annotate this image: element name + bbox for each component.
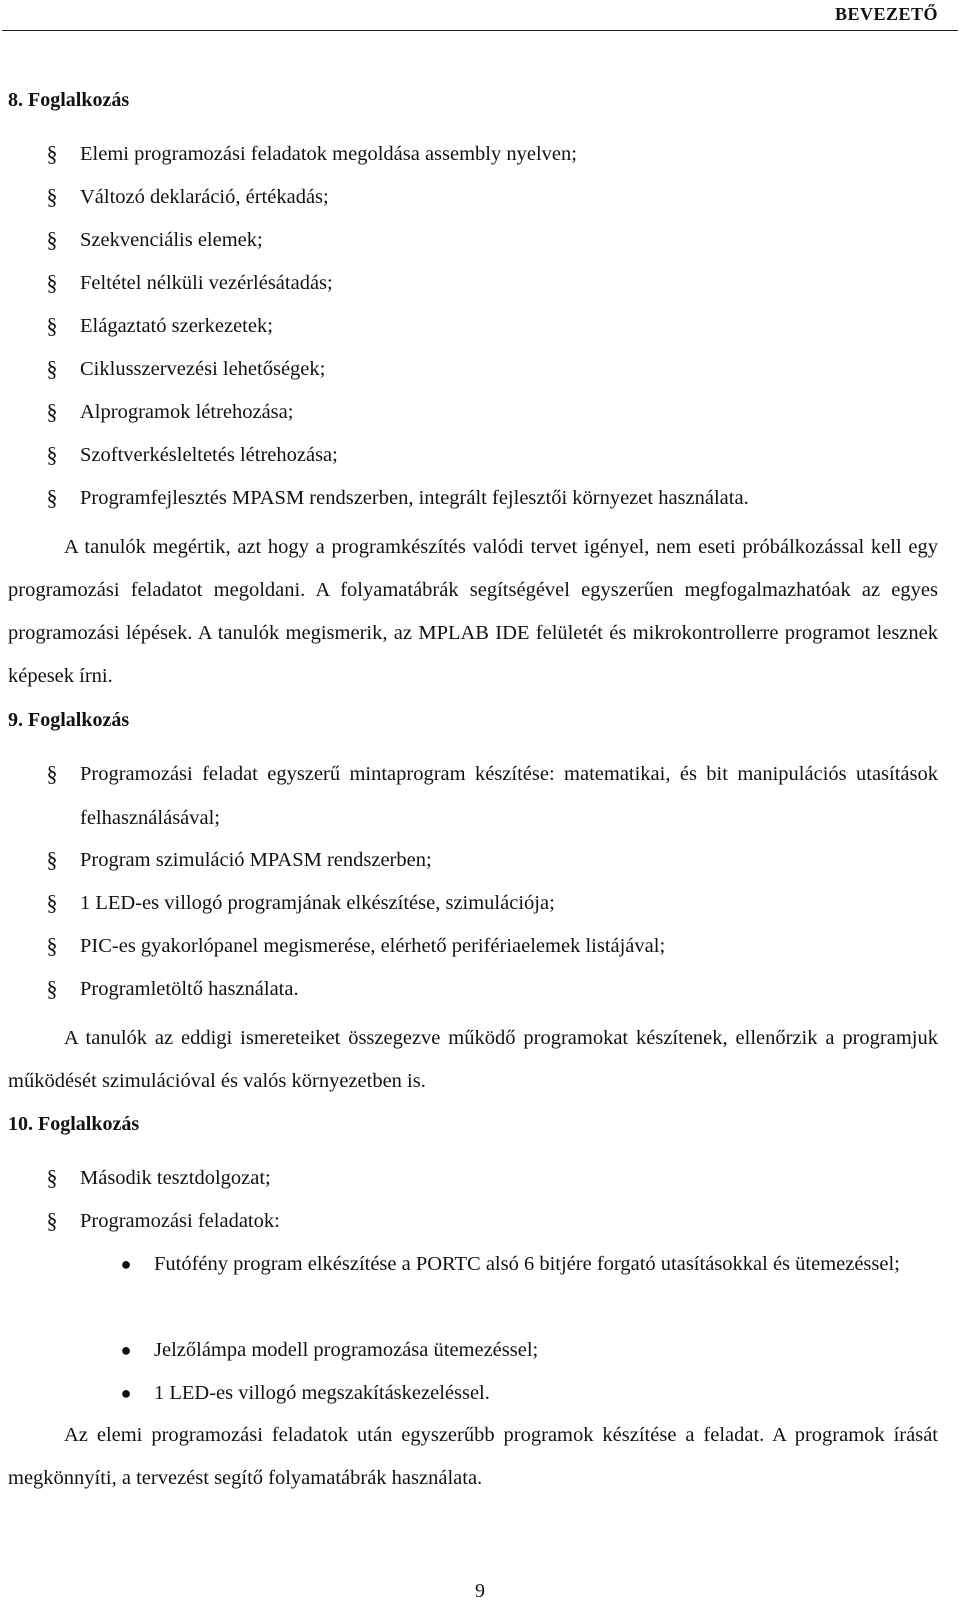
sub-list-item: ● Jelzőlámpa modell programozása ütemezéssel; (114, 1328, 938, 1372)
list-item: § Programletöltő használata. (40, 967, 938, 1011)
section-sign-icon: § (46, 761, 58, 786)
section-sign-icon: § (46, 890, 58, 915)
section-sign-icon: § (46, 933, 58, 958)
list-item: § Programozási feladatok: (40, 1199, 938, 1243)
header-title: BEVEZETŐ (834, 4, 938, 24)
bullet-icon: ● (120, 1254, 132, 1274)
list-item: § Második tesztdolgozat; (40, 1156, 938, 1200)
section-sign-icon: § (46, 847, 58, 872)
section-sign-icon: § (46, 485, 58, 510)
section-8-paragraph: A tanulók megértik, azt hogy a programkészítés valódi tervet igényel, nem eseti próbálkozással kell egy programozási feladatot megoldani. A folyamatábrák segítségével egyszerűen megfogalmazhatóak az egyes programozási lépések. A tanulók megismerik, az MPLAB IDE felületét és mikrokontrollerre programot lesznek képesek írni. (8, 536, 938, 687)
bullet-icon: ● (120, 1340, 132, 1360)
header-divider (2, 30, 958, 31)
section-sign-icon: § (46, 270, 58, 295)
list-item: § Ciklusszervezési lehetőségek; (40, 347, 938, 391)
list-item: § Alprogramok létrehozása; (40, 390, 938, 434)
section-9-paragraph: A tanulók az eddigi ismereteiket összegezve működő programokat készítenek, ellenőrzik a programjuk működését szimulációval és valós környezetben is. (8, 1027, 938, 1092)
section-sign-icon: § (46, 442, 58, 467)
list-item: § Feltétel nélküli vezérlésátadás; (40, 261, 938, 305)
list-item: § 1 LED-es villogó programjának elkészítése, szimulációja; (40, 881, 938, 925)
section-sign-icon: § (46, 1165, 58, 1190)
list-item: § Programozási feladat egyszerű mintaprogram készítése: matematikai, és bit manipulációs utasítások felhasználásával; (40, 752, 938, 840)
list-item: § Elemi programozási feladatok megoldása assembly nyelven; (40, 132, 938, 176)
list-item: § Szoftverkésleltetés létrehozása; (40, 433, 938, 477)
list-item: § PIC-es gyakorlópanel megismerése, elérhető perifériaelemek listájával; (40, 924, 938, 968)
section-sign-icon: § (46, 141, 58, 166)
list-item: § Szekvenciális elemek; (40, 218, 938, 262)
sub-list-item: ● 1 LED-es villogó megszakításkezeléssel. (114, 1371, 938, 1415)
list-item: § Elágaztató szerkezetek; (40, 304, 938, 348)
list-item: § Program szimuláció MPASM rendszerben; (40, 838, 938, 882)
section-sign-icon: § (46, 976, 58, 1001)
section-9-heading: 9. Foglalkozás (8, 709, 130, 731)
section-sign-icon: § (46, 313, 58, 338)
section-sign-icon: § (46, 184, 58, 209)
section-10-heading: 10. Foglalkozás (8, 1113, 140, 1135)
section-sign-icon: § (46, 399, 58, 424)
section-sign-icon: § (46, 227, 58, 252)
bullet-icon: ● (120, 1383, 132, 1403)
section-sign-icon: § (46, 1208, 58, 1233)
sub-list-item: ● Futófény program elkészítése a PORTC alsó 6 bitjére forgató utasításokkal és ütemezéssel; (114, 1242, 938, 1286)
section-10-paragraph: Az elemi programozási feladatok után egyszerűbb programok készítése a feladat. A programok írását megkönnyíti, a tervezést segítő folyamatábrák használata. (8, 1424, 938, 1489)
list-item: § Változó deklaráció, értékadás; (40, 175, 938, 219)
section-sign-icon: § (46, 356, 58, 381)
list-item: § Programfejlesztés MPASM rendszerben, integrált fejlesztői környezet használata. (40, 476, 938, 520)
page-number: 9 (475, 1580, 485, 1602)
section-8-heading: 8. Foglalkozás (8, 89, 130, 111)
